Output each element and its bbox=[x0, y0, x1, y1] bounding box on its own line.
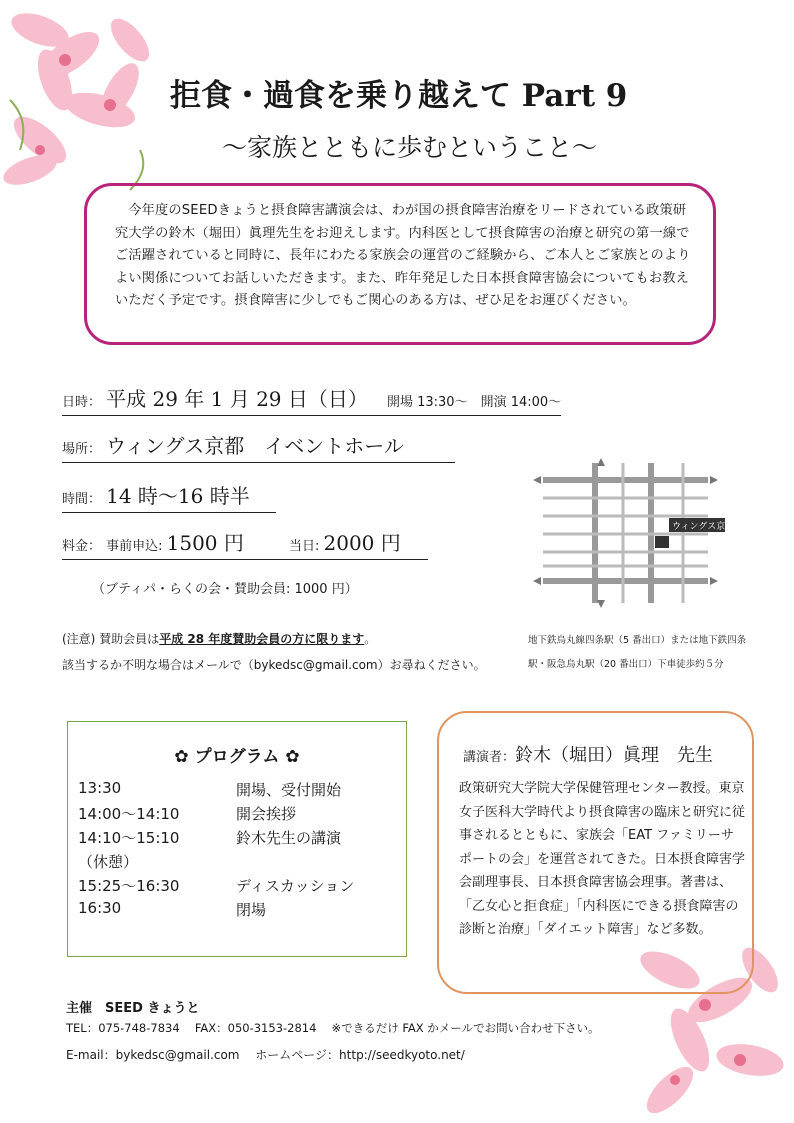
note1-prefix: (注意) 賛助会員は bbox=[62, 632, 160, 646]
intro-box bbox=[84, 183, 716, 345]
contact-info: TEL：075-748-7834 FAX：050-3153-2814 ※できるだけ FAX かメールでお問い合わせ下さい。 bbox=[66, 1021, 600, 1035]
page-subtitle: 〜家族とともに歩むということ〜 bbox=[222, 133, 598, 162]
speaker-box bbox=[437, 711, 754, 994]
access-map bbox=[533, 458, 735, 608]
program-box bbox=[67, 721, 407, 957]
program-time-3: 14:10〜15:10 bbox=[78, 829, 180, 847]
time-row bbox=[62, 480, 276, 513]
place-value: ウィングス京都 イベントホール bbox=[106, 434, 404, 458]
door-value: 2000 円 bbox=[323, 531, 401, 555]
program-desc-5: ディスカッション bbox=[236, 877, 355, 895]
program-time-2: 14:00〜14:10 bbox=[78, 805, 180, 823]
program-time-1: 13:30 bbox=[78, 779, 122, 797]
fee-label: 料金： bbox=[62, 539, 102, 554]
place-row bbox=[62, 430, 455, 463]
time-value: 14 時〜16 時半 bbox=[106, 484, 250, 508]
map-venue-label: ウィングス京都 bbox=[672, 522, 735, 532]
speaker-name: 鈴木（堀田）眞理 先生 bbox=[515, 745, 714, 766]
speaker-heading bbox=[463, 741, 713, 767]
program-desc-1: 開場、受付開始 bbox=[236, 781, 342, 799]
program-time-5: 15:25〜16:30 bbox=[78, 877, 180, 895]
advance-value: 1500 円 bbox=[166, 531, 244, 555]
program-desc-2: 開会挨拶 bbox=[236, 805, 297, 823]
note1-suffix: 。 bbox=[364, 632, 377, 646]
program-time-4: （休憩） bbox=[78, 853, 139, 871]
speaker-bio: 政策研究大学院大学保健管理センター教授。東京女子医科大学時代より摂食障害の臨床と研究に従事されるとともに、家族会「EAT ファミリーサポートの会」を運営されてきた。日本摂食障害学会副理事長、日本摂食障害協会理事。著書は、「乙女心と拒食症」「内科医にできる摂食障害の診断と治療」「ダイエット障害」など多数。 bbox=[459, 781, 746, 937]
program-heading: ✿ プログラム ✿ bbox=[174, 747, 300, 767]
program-time-6: 16:30 bbox=[78, 899, 122, 917]
speaker-label: 講演者： bbox=[463, 750, 516, 765]
intro-text: 今年度のSEEDきょうと摂食障害講演会は、わが国の摂食障害治療をリードされている政策研究大学の鈴木（堀田）眞理先生をお迎えします。内科医として摂食障害の治療と研究の第一線でご活躍されていると同時に、長年にわたる家族会の運営のご経験から、ご本人とご家族とのよりよい関係についてお話しいただきます。また、昨年発足した日本摂食障害協会についてもお教えいただく予定です。摂食障害に少しでもご関心のある方は、ぜひ足をお運びください。 bbox=[115, 203, 691, 308]
time-label: 時間： bbox=[62, 492, 102, 507]
program-desc-3: 鈴木先生の講演 bbox=[236, 829, 342, 847]
advance-label: 事前申込: bbox=[106, 539, 167, 554]
access-line-2: 駅・阪急烏丸駅（20 番出口）下車徒歩約５分 bbox=[528, 659, 724, 670]
fee-row bbox=[62, 527, 428, 560]
date-value: 平成 29 年 1 月 29 日（日） bbox=[106, 387, 368, 411]
open-time: 開場 13:30〜 開演 14:00〜 bbox=[386, 395, 562, 410]
note1-emphasis: 平成 28 年度賛助会員の方に限ります bbox=[159, 632, 365, 646]
page-title: 拒食・過食を乗り越えて Part 9 bbox=[170, 78, 628, 114]
web-info: E-mail：bykedsc@gmail.com ホームページ：http://seedkyoto.net/ bbox=[66, 1048, 465, 1062]
door-label: 当日: bbox=[288, 539, 324, 554]
place-label: 場所： bbox=[62, 442, 102, 457]
member-fee-note: （ブティパ・らくの会・賛助会員: 1000 円） bbox=[92, 582, 358, 597]
access-line-1: 地下鉄烏丸線四条駅（5 番出口）または地下鉄四条 bbox=[528, 635, 747, 646]
date-label: 日時： bbox=[62, 395, 102, 410]
member-restriction-note bbox=[62, 630, 376, 647]
program-desc-6: 閉場 bbox=[236, 901, 267, 919]
organizer: 主催 SEED きょうと bbox=[66, 1001, 200, 1016]
date-row bbox=[62, 383, 561, 416]
inquiry-note: 該当するか不明な場合はメールで（bykedsc@gmail.com）お尋ねください。 bbox=[62, 658, 486, 672]
flower-decoration-top bbox=[0, 0, 170, 200]
